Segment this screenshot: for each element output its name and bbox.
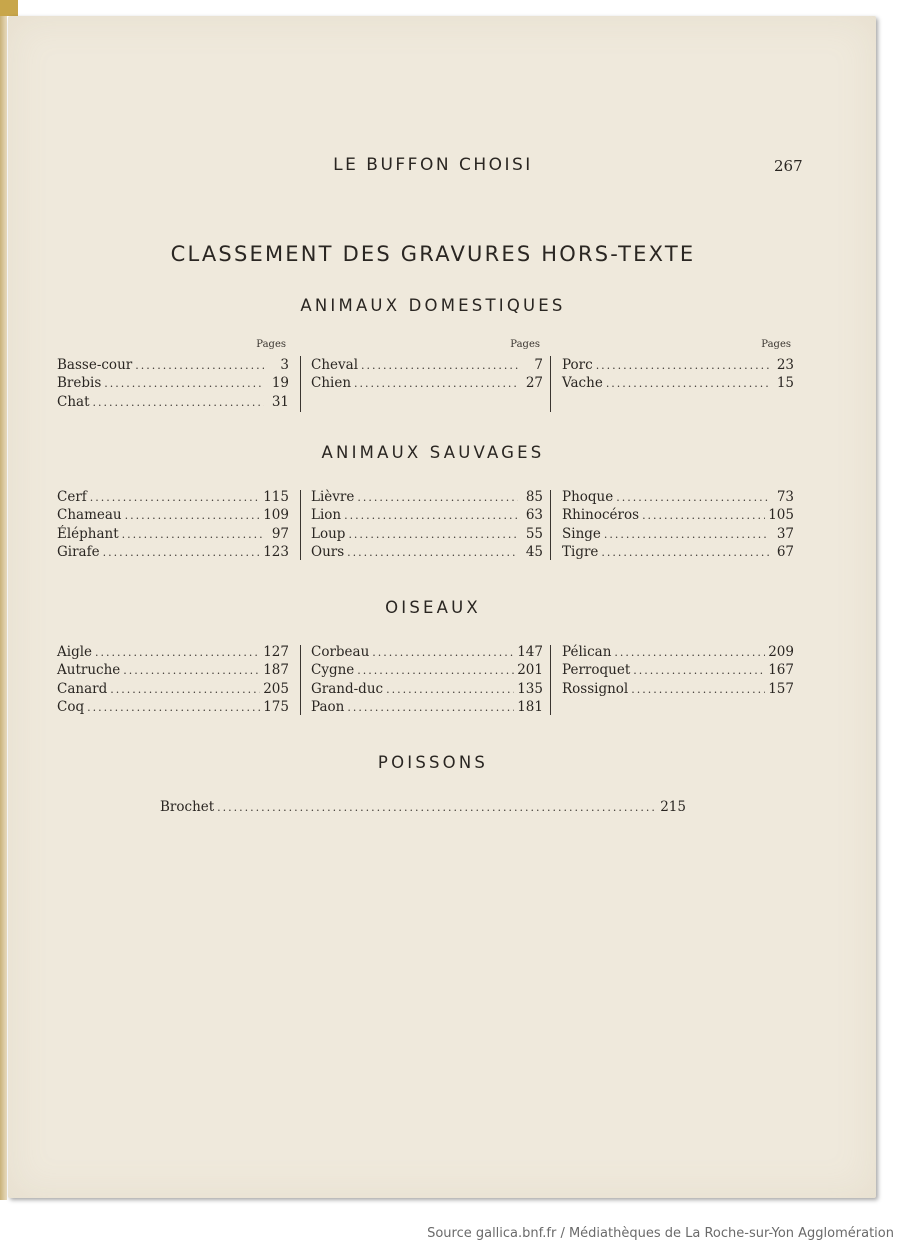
list-item: Lièvre ..... 85 <box>311 488 543 506</box>
list-item: Rossignol ..... 157 <box>562 680 794 698</box>
column-divider <box>300 356 301 412</box>
column-sauvages-2 <box>311 488 543 561</box>
list-item: Coq ..... 175 <box>57 698 289 716</box>
list-item: Brochet ..... 215 <box>160 798 686 816</box>
list-item: Chat ..... 31 <box>57 393 289 411</box>
spine-top-marker <box>0 0 18 16</box>
list-item: Pélican ..... 209 <box>562 643 794 661</box>
list-item: Paon ..... 181 <box>311 698 543 716</box>
column-oiseaux-3 <box>562 643 794 698</box>
section-title-sauvages: ANIMAUX SAUVAGES <box>321 443 545 462</box>
column-divider <box>550 490 551 560</box>
list-item: Rhinocéros ..... 105 <box>562 506 794 524</box>
list-item: Corbeau ..... 147 <box>311 643 543 661</box>
column-poissons <box>160 798 686 816</box>
page-number: 267 <box>774 157 803 175</box>
list-item: Cheval ..... 7 <box>311 356 543 374</box>
list-item: Phoque ..... 73 <box>562 488 794 506</box>
source-footer: Source gallica.bnf.fr / Médiathèques de La Roche-sur-Yon Agglomération <box>427 1226 894 1241</box>
list-item: Tigre ..... 67 <box>562 543 794 561</box>
list-item: Perroquet ..... 167 <box>562 661 794 679</box>
list-item: Brebis ..... 19 <box>57 374 289 392</box>
list-item: Autruche ..... 187 <box>57 661 289 679</box>
list-item: Basse-cour ..... 3 <box>57 356 289 374</box>
column-divider <box>300 645 301 715</box>
section-title-poissons: POISSONS <box>377 753 489 772</box>
pages-header: Pages <box>510 339 540 350</box>
column-divider <box>550 645 551 715</box>
pages-header: Pages <box>761 339 791 350</box>
column-divider <box>550 356 551 412</box>
list-item: Éléphant ..... 97 <box>57 525 289 543</box>
list-item: Aigle ..... 127 <box>57 643 289 661</box>
list-item: Canard ..... 205 <box>57 680 289 698</box>
list-item: Chameau ..... 109 <box>57 506 289 524</box>
list-item: Lion ..... 63 <box>311 506 543 524</box>
list-item: Vache ..... 15 <box>562 374 794 392</box>
list-item: Chien ..... 27 <box>311 374 543 392</box>
list-item: Loup ..... 55 <box>311 525 543 543</box>
book-page <box>8 16 876 1198</box>
running-title: LE BUFFON CHOISI <box>333 155 533 175</box>
list-item: Porc ..... 23 <box>562 356 794 374</box>
column-divider <box>300 490 301 560</box>
pages-header: Pages <box>256 339 286 350</box>
column-sauvages-1 <box>57 488 289 561</box>
list-item: Cerf ..... 115 <box>57 488 289 506</box>
column-oiseaux-1 <box>57 643 289 716</box>
column-sauvages-3 <box>562 488 794 561</box>
list-item: Ours ..... 45 <box>311 543 543 561</box>
section-title-domestiques: ANIMAUX DOMESTIQUES <box>300 296 566 315</box>
list-item: Cygne ..... 201 <box>311 661 543 679</box>
page-title: CLASSEMENT DES GRAVURES HORS-TEXTE <box>170 242 696 266</box>
list-item: Grand-duc ..... 135 <box>311 680 543 698</box>
section-title-oiseaux: OISEAUX <box>385 598 481 617</box>
column-oiseaux-2 <box>311 643 543 716</box>
list-item: Girafe ..... 123 <box>57 543 289 561</box>
book-spine-edge <box>0 0 7 1200</box>
list-item: Singe ..... 37 <box>562 525 794 543</box>
